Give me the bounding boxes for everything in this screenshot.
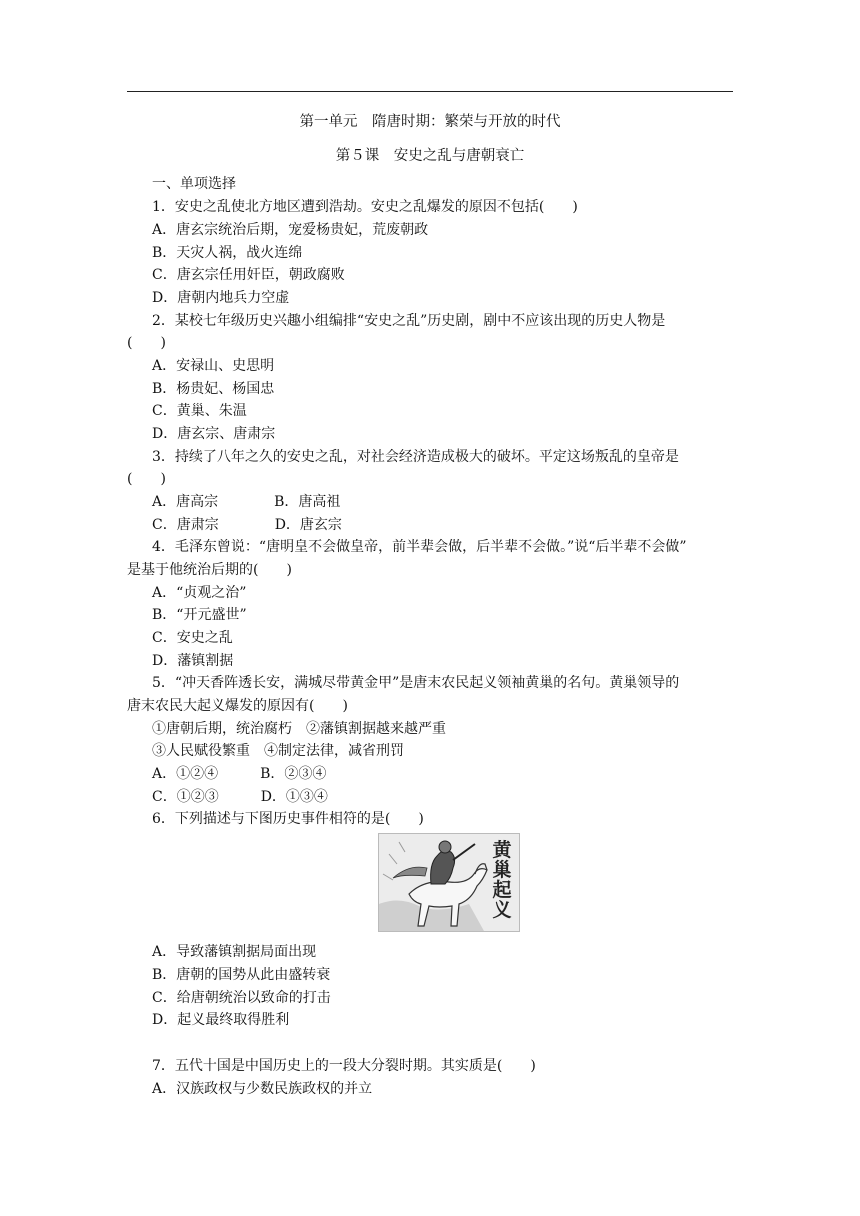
q5-statements-2: ③人民赋役繁重 ④制定法律，减省刑罚 <box>152 743 404 759</box>
q1-option-a: A．唐玄宗统治后期，宠爱杨贵妃，荒废朝政 <box>152 222 429 238</box>
q5-options-cd: C．①②③ D．①③④ <box>152 789 328 805</box>
q5-options-ab: A．①②④ B．②③④ <box>152 766 327 782</box>
q4-stem-cont: 是基于他统治后期的( ) <box>127 562 292 578</box>
q3-stem: 3．持续了八年之久的安史之乱，对社会经济造成极大的破坏。平定这场叛乱的皇帝是 <box>152 449 679 465</box>
lesson-title: 第５课 安史之乱与唐朝衰亡 <box>335 148 525 164</box>
q6-option-b: B．唐朝的国势从此由盛转衰 <box>152 967 331 983</box>
q4-option-c: C．安史之乱 <box>152 630 233 646</box>
q7-option-a: A．汉族政权与少数民族政权的并立 <box>152 1081 373 1097</box>
q3-stem-cont: ( ) <box>127 471 166 487</box>
q5-stem: 5．“冲天香阵透长安，满城尽带黄金甲”是唐末农民起义领袖黄巢的名句。黄巢领导的 <box>152 675 680 691</box>
q6-stem: 6．下列描述与下图历史事件相符的是( ) <box>152 811 424 827</box>
q3-options-ab: A．唐高宗 B．唐高祖 <box>152 494 341 510</box>
q4-option-b: B．“开元盛世” <box>152 607 247 623</box>
illustration-caption: 黄巢起义 <box>492 839 512 921</box>
q2-stem: 2．某校七年级历史兴趣小组编排“安史之乱”历史剧，剧中不应该出现的历史人物是 <box>152 313 666 329</box>
q6-option-a: A．导致藩镇割据局面出现 <box>152 944 317 960</box>
q4-option-a: A．“贞观之治” <box>152 585 247 601</box>
q6-option-d: D．起义最终取得胜利 <box>152 1012 290 1028</box>
q6-option-c: C．给唐朝统治以致命的打击 <box>152 990 331 1006</box>
unit-title: 第一单元 隋唐时期：繁荣与开放的时代 <box>299 114 561 130</box>
q2-stem-cont: ( ) <box>127 335 166 351</box>
q1-option-c: C．唐玄宗任用奸臣，朝政腐败 <box>152 267 345 283</box>
q1-option-d: D．唐朝内地兵力空虚 <box>152 290 290 306</box>
huangchao-uprising-illustration <box>378 833 520 932</box>
q1-option-b: B．天灾人祸，战火连绵 <box>152 245 303 261</box>
q2-option-d: D．唐玄宗、唐肃宗 <box>152 426 276 442</box>
q5-statements-1: ①唐朝后期，统治腐朽 ②藩镇割据越来越严重 <box>152 721 446 737</box>
q2-option-b: B．杨贵妃、杨国忠 <box>152 381 275 397</box>
q2-option-a: A．安禄山、史思明 <box>152 358 275 374</box>
q5-stem-cont: 唐末农民大起义爆发的原因有( ) <box>127 698 348 714</box>
q4-stem: 4．毛泽东曾说：“唐明皇不会做皇帝，前半辈会做，后半辈不会做。”说“后半辈不会做” <box>152 539 687 555</box>
header-rule <box>127 91 733 92</box>
q2-option-c: C．黄巢、朱温 <box>152 403 247 419</box>
q3-options-cd: C．唐肃宗 D．唐玄宗 <box>152 517 342 533</box>
q4-option-d: D．藩镇割据 <box>152 653 234 669</box>
q1-stem: 1．安史之乱使北方地区遭到浩劫。安史之乱爆发的原因不包括( ) <box>152 199 578 215</box>
section-heading: 一、单项选择 <box>152 176 236 192</box>
q7-stem: 7．五代十国是中国历史上的一段大分裂时期。其实质是( ) <box>152 1058 536 1074</box>
